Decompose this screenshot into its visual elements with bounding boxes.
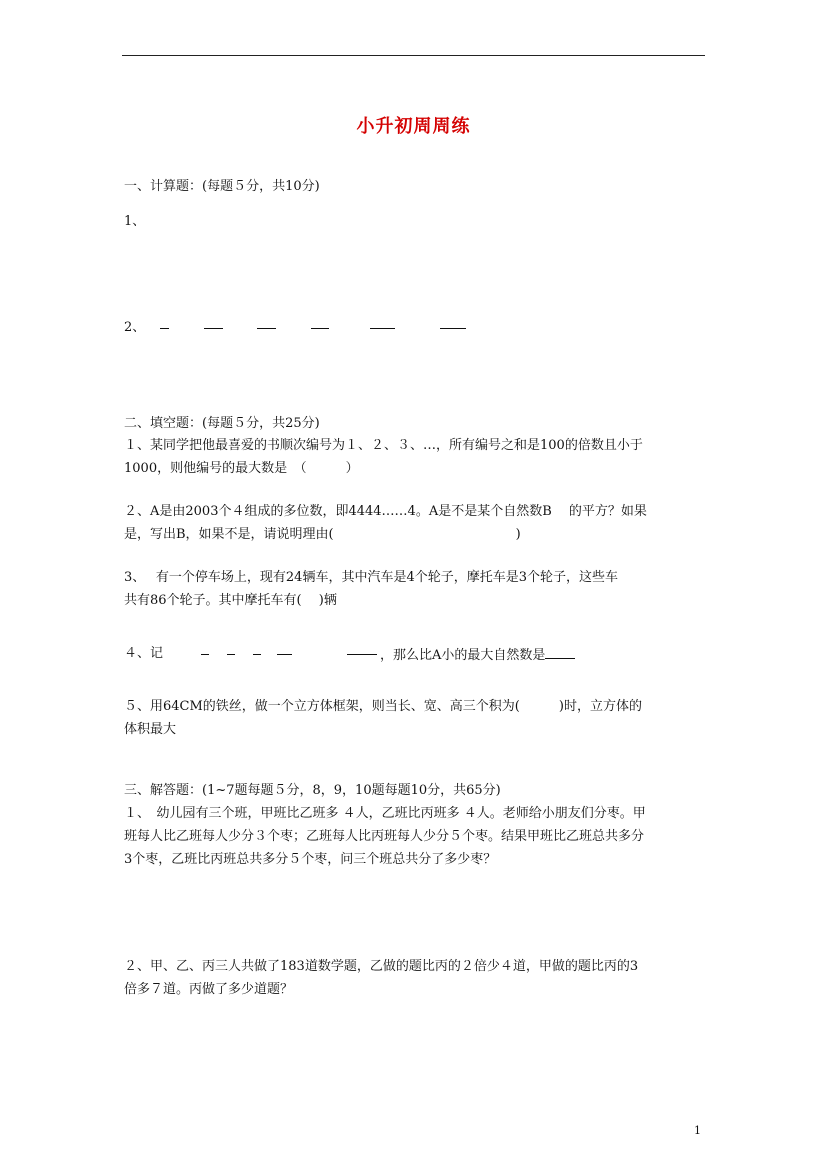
section2-q5-line1: ５、用64CM的铁丝，做一个立方体框架，则当长、宽、高三个积为( )时，立方体的 bbox=[124, 699, 642, 714]
fraction-bar bbox=[311, 328, 329, 329]
fraction-bar bbox=[160, 328, 169, 329]
section3-q1-line1: １、 幼儿园有三个班，甲班比乙班多 ４人，乙班比丙班多 ４人。老师给小朋友们分枣。甲 bbox=[124, 806, 646, 821]
fraction-bar bbox=[347, 654, 377, 655]
section2-q1-line2: 1000，则他编号的最大数是 （ ） bbox=[124, 461, 359, 476]
fraction-bar bbox=[201, 654, 209, 655]
fraction-bar bbox=[440, 328, 466, 329]
section2-q3-line2: 共有86个轮子。其中摩托车有( )辆 bbox=[124, 593, 337, 608]
section2-q4-suffix bbox=[380, 644, 575, 666]
fraction-bar bbox=[227, 654, 235, 655]
page-number: 1 bbox=[694, 1124, 701, 1137]
fraction-bar bbox=[253, 654, 261, 655]
section3-q1-line2: 班每人比乙班每人少分３个枣；乙班每人比丙班每人少分５个枣。结果甲班比乙班总共多分 bbox=[124, 829, 645, 844]
section2-q2-line1: ２、A是由2003个４组成的多位数，即4444……4。A是不是某个自然数B 的平方？如果 bbox=[124, 504, 647, 519]
section2-q4-suffix-text: ，那么比A小的最大自然数是 bbox=[380, 648, 546, 663]
section1-q2-number: 2、 bbox=[124, 320, 146, 335]
section3-q1-line3: 3个枣，乙班比丙班总共多分５个枣，问三个班总共分了多少枣？ bbox=[124, 852, 497, 867]
section1-q1-number: 1、 bbox=[124, 214, 146, 229]
section2-q1-line1: １、某同学把他最喜爱的书顺次编号为１、２、３、…，所有编号之和是100的倍数且小于 bbox=[124, 438, 643, 453]
fraction-bar bbox=[257, 328, 276, 329]
section2-q5-line2: 体积最大 bbox=[124, 722, 177, 737]
section1-heading: 一、计算题：(每题５分，共10分) bbox=[124, 179, 320, 194]
fraction-bar bbox=[370, 328, 395, 329]
section2-heading: 二、填空题：(每题５分，共25分) bbox=[124, 416, 320, 431]
section3-q2-line1: ２、甲、乙、丙三人共做了183道数学题，乙做的题比丙的２倍少４道，甲做的题比丙的3 bbox=[124, 959, 639, 974]
fraction-bar bbox=[277, 654, 292, 655]
answer-blank bbox=[545, 644, 575, 659]
section2-q2-line2: 是，写出B，如果不是，请说明理由( ) bbox=[124, 527, 521, 542]
fraction-bar bbox=[204, 328, 223, 329]
section2-q4-prefix: ４、记 bbox=[124, 646, 164, 661]
section2-q3-line1: 3、 有一个停车场上，现有24辆车，其中汽车是4个轮子，摩托车是3个轮子，这些车 bbox=[124, 570, 618, 585]
section3-heading: 三、解答题：(1~7题每题５分，8，9，10题每题10分，共65分) bbox=[124, 783, 501, 798]
page-title: 小升初周周练 bbox=[356, 116, 471, 137]
section3-q2-line2: 倍多７道。丙做了多少道题？ bbox=[124, 982, 294, 997]
header-rule bbox=[122, 55, 705, 56]
